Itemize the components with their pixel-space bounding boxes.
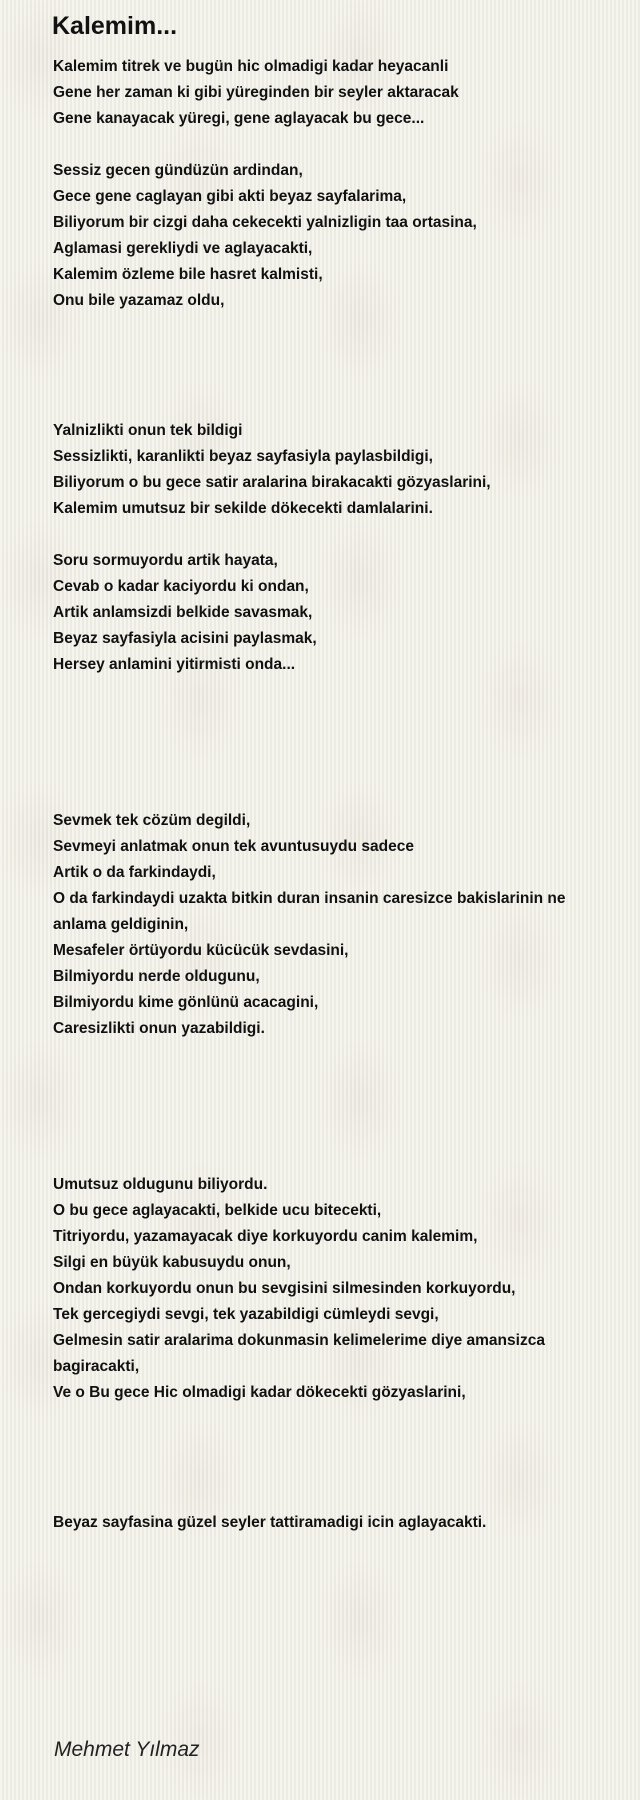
poem-blank-line bbox=[53, 756, 573, 782]
poem-line: Umutsuz oldugunu biliyordu. bbox=[53, 1176, 268, 1193]
poem-blank-line bbox=[53, 522, 573, 548]
poem-line: Kalemim umutsuz bir sekilde dökecekti damlalarini. bbox=[53, 500, 433, 517]
poem-line: Aglamasi gerekliydi ve aglayacakti, bbox=[53, 240, 313, 257]
poem-line: Bilmiyordu kime gönlünü acacagini, bbox=[53, 994, 319, 1011]
poem-line: Artik anlamsizdi belkide savasmak, bbox=[53, 604, 313, 621]
poem-line: Biliyorum o bu gece satir aralarina birakacakti gözyaslarini, bbox=[53, 474, 491, 491]
poem-line: Hersey anlamini yitirmisti onda... bbox=[53, 656, 296, 673]
poem-line: Onu bile yazamaz oldu, bbox=[53, 292, 225, 309]
poem-blank-line bbox=[53, 1406, 573, 1432]
poem-line: Gene her zaman ki gibi yüreginden bir seyler aktaracak bbox=[53, 84, 459, 101]
poem-line: Gene kanayacak yüregi, gene aglayacak bu gece... bbox=[53, 110, 425, 127]
poem-line: Sevmeyi anlatmak onun tek avuntusuydu sadece bbox=[53, 838, 414, 855]
poem-body bbox=[53, 54, 573, 1536]
poem-blank-line bbox=[53, 1068, 573, 1094]
poem-blank-line bbox=[53, 782, 573, 808]
poem-blank-line bbox=[53, 1042, 573, 1068]
poem-line: Sessizlikti, karanlikti beyaz sayfasiyla paylasbildigi, bbox=[53, 448, 433, 465]
poem-blank-line bbox=[53, 314, 573, 340]
poem-blank-line bbox=[53, 1146, 573, 1172]
poem-line: Biliyorum bir cizgi daha cekecekti yalnizligin taa ortasina, bbox=[53, 214, 477, 231]
poem-line: Ve o Bu gece Hic olmadigi kadar dökecekti gözyaslarini, bbox=[53, 1384, 466, 1401]
poem-author: Mehmet Yılmaz bbox=[54, 1738, 200, 1761]
poem-line: Gece gene caglayan gibi akti beyaz sayfalarima, bbox=[53, 188, 407, 205]
poem-blank-line bbox=[53, 730, 573, 756]
poem-blank-line bbox=[53, 366, 573, 392]
poem-blank-line bbox=[53, 392, 573, 418]
poem-line: Mesafeler örtüyordu kücücük sevdasini, bbox=[53, 942, 349, 959]
poem-line: Tek gercegiydi sevgi, tek yazabildigi cümleydi sevgi, bbox=[53, 1306, 439, 1323]
poem-line: Artik o da farkindaydi, bbox=[53, 864, 216, 881]
poem-blank-line bbox=[53, 1094, 573, 1120]
poem-line: O da farkindaydi uzakta bitkin duran insanin caresizce bakislarinin ne anlama geldiginin, bbox=[53, 890, 566, 933]
poem-title: Kalemim... bbox=[52, 12, 178, 40]
poem-line: Caresizlikti onun yazabildigi. bbox=[53, 1020, 265, 1037]
poem-line: Yalnizlikti onun tek bildigi bbox=[53, 422, 243, 439]
poem-blank-line bbox=[53, 1120, 573, 1146]
poem-line: Cevab o kadar kaciyordu ki ondan, bbox=[53, 578, 309, 595]
poem-line: Soru sormuyordu artik hayata, bbox=[53, 552, 278, 569]
poem-line: Titriyordu, yazamayacak diye korkuyordu canim kalemim, bbox=[53, 1228, 478, 1245]
poem-blank-line bbox=[53, 1484, 573, 1510]
poem-line: Sevmek tek cözüm degildi, bbox=[53, 812, 251, 829]
poem-line: Kalemim özleme bile hasret kalmisti, bbox=[53, 266, 323, 283]
poem-blank-line bbox=[53, 678, 573, 704]
poem-blank-line bbox=[53, 132, 573, 158]
poem-line: Beyaz sayfasiyla acisini paylasmak, bbox=[53, 630, 317, 647]
poem-blank-line bbox=[53, 340, 573, 366]
poem-blank-line bbox=[53, 704, 573, 730]
poem-line: Gelmesin satir aralarima dokunmasin kelimelerime diye amansizca bagiracakti, bbox=[53, 1332, 545, 1375]
poem-blank-line bbox=[53, 1458, 573, 1484]
poem-line: Bilmiyordu nerde oldugunu, bbox=[53, 968, 260, 985]
poem-blank-line bbox=[53, 1432, 573, 1458]
poem-line: Kalemim titrek ve bugün hic olmadigi kadar heyacanli bbox=[53, 58, 449, 75]
poem-line: O bu gece aglayacakti, belkide ucu bitecekti, bbox=[53, 1202, 382, 1219]
poem-line: Ondan korkuyordu onun bu sevgisini silmesinden korkuyordu, bbox=[53, 1280, 516, 1297]
poem-line: Sessiz gecen gündüzün ardindan, bbox=[53, 162, 303, 179]
poem-line: Beyaz sayfasina güzel seyler tattiramadigi icin aglayacakti. bbox=[53, 1514, 487, 1531]
poem-line: Silgi en büyük kabusuydu onun, bbox=[53, 1254, 291, 1271]
